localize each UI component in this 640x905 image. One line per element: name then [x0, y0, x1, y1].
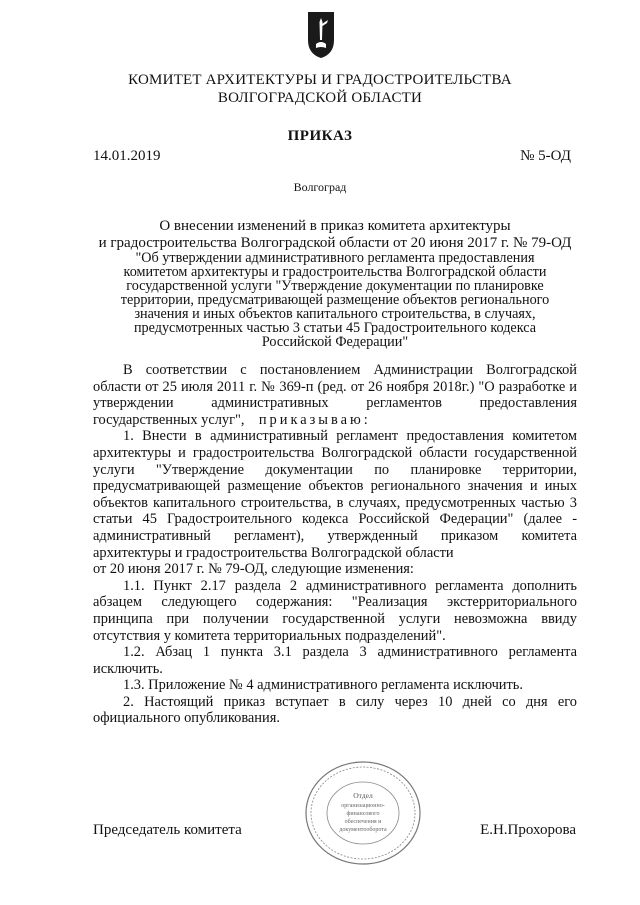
subject-line: комитетом архитектуры и градостроительства Волгоградской области: [123, 264, 547, 280]
subject-line: и градостроительства Волгоградской области от 20 июня 2017 г. № 79-ОД: [98, 235, 572, 251]
item-1-region-end: области: [405, 544, 454, 561]
item-1-1-paragraph: 1.1. Пункт 2.17 раздела 2 административного регламента дополнить абзацем следующего содержания: "Реализация экстерриториального принципа при получении государственной услуги невозможна ввиду отсутствия у комитета территориальных подразделений".: [93, 577, 577, 644]
item-1-text: 1. Внести в административный регламент предоставления комитетом архитектуры и градостроительства Волгоградской области государственной услуги "Утверждение документации по планировке территории, предусматривающей размещение объектов регионального значения и иных объектов капитального строительства, в случаях, предусмотренных частью 3 статьи 45 Градостроительного кодекса Российской Федерации" (далее - административный регламент), утвержденный приказом комитета архитектуры и градостроительства Волгоградской: [93, 428, 577, 561]
seal-text-line: документооборота: [339, 827, 387, 833]
document-number: № 5-ОД: [520, 148, 571, 164]
seal-text-line: финансового: [346, 811, 380, 817]
subject-line: "Об утверждении административного регламента предоставления: [135, 250, 535, 266]
org-name-line1: КОМИТЕТ АРХИТЕКТУРЫ И ГРАДОСТРОИТЕЛЬСТВА: [128, 72, 512, 88]
coat-of-arms-icon: [306, 10, 336, 60]
seal-text-line: организационно-: [341, 803, 385, 809]
item-1-2-paragraph: 1.2. Абзац 1 пункта 3.1 раздела 3 административного регламента исключить.: [93, 644, 577, 677]
item-1-paragraph: [93, 428, 577, 561]
preamble-paragraph: [93, 362, 577, 428]
subject-line: значения и иных объектов капитального строительства, в случаях,: [134, 306, 536, 322]
item-1-3-paragraph: 1.3. Приложение № 4 административного регламента исключить.: [123, 677, 523, 694]
item-1-tail: от 20 июня 2017 г. № 79-ОД, следующие изменения:: [93, 561, 414, 578]
seal-text-line: Отдел: [353, 791, 373, 800]
order-word: приказываю:: [258, 411, 371, 428]
signer-name: Е.Н.Прохорова: [480, 822, 576, 838]
org-name-line2: ВОЛГОГРАДСКОЙ ОБЛАСТИ: [217, 90, 423, 106]
official-seal-icon: [302, 758, 424, 868]
subject-line: территории, предусматривающей размещение объектов регионального: [120, 292, 550, 308]
subject-line: предусмотренных частью 3 статьи 45 Градостроительного кодекса: [133, 320, 537, 336]
subject-line: государственной услуги "Утверждение документации по планировке: [126, 278, 544, 294]
document-city: Волгоград: [293, 180, 347, 194]
document-type-title: ПРИКАЗ: [287, 128, 353, 144]
subject-line: Российской Федерации": [261, 334, 409, 350]
document-date: 14.01.2019: [93, 148, 161, 164]
seal-text-line: обеспечения и: [344, 819, 382, 825]
document-subject: [80, 218, 590, 349]
item-2-paragraph: 2. Настоящий приказ вступает в силу через 10 дней со дня его официального опубликования.: [93, 693, 577, 727]
document-body: [93, 362, 577, 727]
signer-position: Председатель комитета: [93, 822, 242, 838]
preamble-text: В соответствии с постановлением Администрации Волгоградской области от 25 июля 2011 г. № 369-п (ред. от 26 ноября 2018г.) "О разработке и утверждении административных регламентов предоставления государственных услуг",: [93, 362, 577, 428]
subject-line: О внесении изменений в приказ комитета архитектуры: [159, 218, 511, 234]
